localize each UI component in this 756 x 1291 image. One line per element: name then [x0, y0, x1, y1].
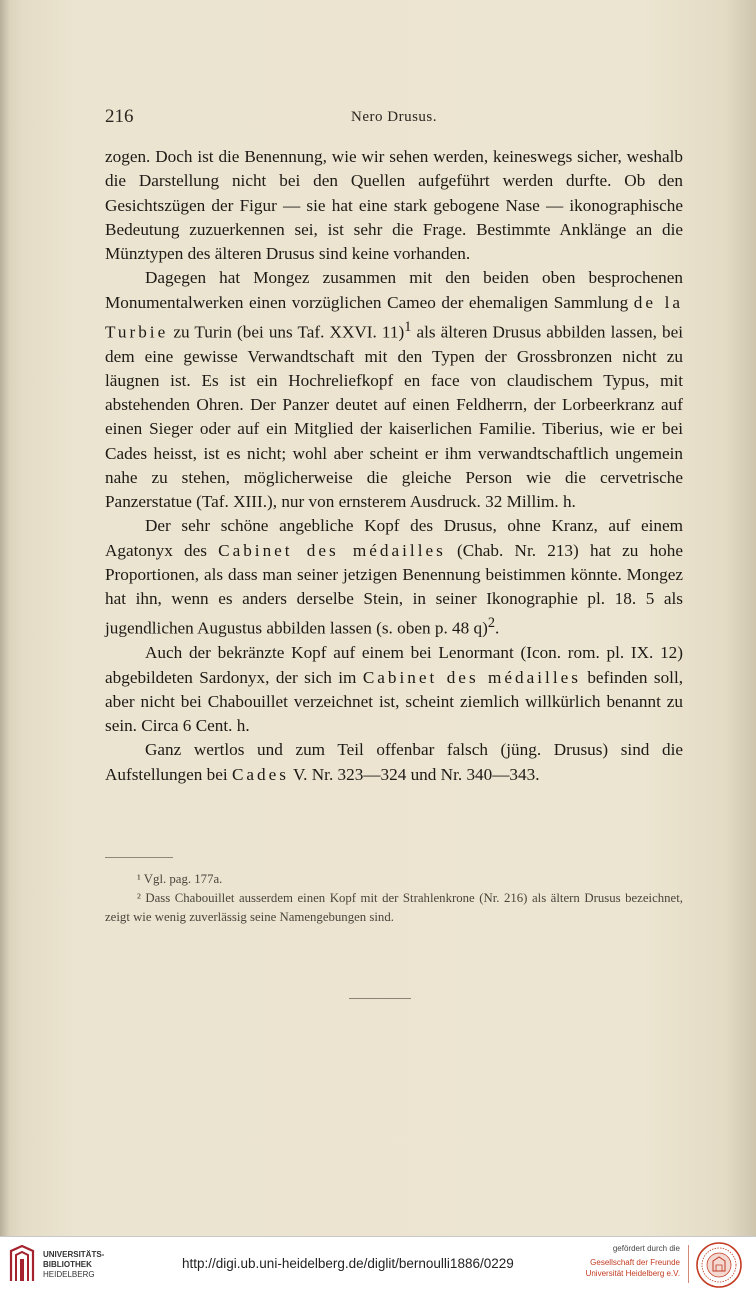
paragraph-4	[105, 641, 683, 738]
paragraph-5	[105, 738, 683, 787]
digitization-footer	[0, 1236, 756, 1291]
footnote-marker: 2	[487, 615, 496, 632]
text-run: Dagegen hat Mongez zusammen mit den beiden oben besprochenen Monumentalwerken einen vorzüglichen Cameo der ehemaligen Sammlung	[105, 268, 683, 312]
paragraph-2	[105, 266, 683, 514]
library-logo-icon	[8, 1245, 36, 1283]
footnote-2: ² Dass Chabouillet ausserdem einen Kopf mit der Strahlenkrone (Nr. 216) als ältern Drusus bezeichnet, zeigt wie wenig zuverlässig seine Namengebungen sind.	[105, 891, 683, 924]
spaced-name: Cabinet des médailles	[218, 540, 446, 560]
text-run: .	[495, 619, 500, 639]
funder-org: Gesellschaft der Freunde	[590, 1258, 680, 1267]
footnote-1: ¹ Vgl. pag. 177a.	[137, 872, 223, 886]
page-edge	[0, 0, 9, 1236]
paragraph-1: zogen. Doch ist die Benennung, wie wir sehen werden, keineswegs sicher, weshalb die Darstellung nicht bei den Quellen aufgeführt werden durfte. Ob den Gesichtszügen der Figur — sie hat eine stark gebogene Nase — ikonographische Bedeutung zuzuerkennen sei, ist sehr die Frage. Bestimmte Anklänge an die Münztypen des älteren Drusus sind keine vorhanden.	[105, 147, 683, 263]
permalink-url[interactable]: http://digi.ub.uni-heidelberg.de/diglit/bernoulli1886/0229	[182, 1256, 514, 1271]
library-name-line: HEIDELBERG	[43, 1270, 95, 1279]
end-divider	[349, 998, 411, 999]
funder-credit	[560, 1243, 680, 1279]
page-header	[105, 106, 683, 132]
funder-divider	[688, 1245, 689, 1283]
text-run: zu Turin (bei uns Taf. XXVI. 11)	[168, 322, 405, 342]
spaced-name: Cades	[231, 764, 289, 784]
funder-org: Universität Heidelberg e.V.	[585, 1269, 680, 1278]
text-run: V. Nr. 323—324 und Nr. 340—343.	[288, 764, 540, 784]
library-name-line: BIBLIOTHEK	[43, 1260, 92, 1269]
body-text	[105, 145, 683, 787]
page-number: 216	[105, 106, 134, 127]
paragraph-3	[105, 514, 683, 641]
footnote-marker: 1	[404, 318, 412, 335]
text-run: Der sehr schöne angebliche Kopf des Drusus, ohne Kranz, auf einem Agatonyx des	[105, 516, 683, 560]
text-run: Ganz wertlos und zum Teil offenbar falsch (jüng. Drusus) sind die Aufstellungen bei	[105, 740, 683, 784]
footnotes	[105, 870, 683, 927]
spaced-name: de la Turbie	[105, 292, 683, 342]
spaced-name: Cabinet des médailles	[362, 667, 581, 687]
running-title: Nero Drusus.	[351, 109, 437, 125]
text-run: befinden soll, aber nicht bei Chabouillet verzeichnet ist, scheint ziemlich willkürlich benannt zu sein. Circa 6 Cent. h.	[105, 667, 684, 736]
funder-lead: gefördert durch die	[612, 1244, 680, 1253]
library-name-line: UNIVERSITÄTS-	[43, 1250, 105, 1259]
text-run: (Chab. Nr. 213) hat zu hohe Proportionen, als dass man seiner jetzigen Benennung beistimmen könnte. Mongez hat ihn, wenn es anders derselbe Stein, in seiner Ikonographie pl. 18. 5 als jugendlichen Augustus abbilden lassen (s. oben p. 48 q)	[105, 540, 684, 639]
text-run: Auch der bekränzte Kopf auf einem bei Lenormant (Icon. rom. pl. IX. 12) abgebildeten Sardonyx, der sich im	[105, 643, 683, 687]
text-run: als älteren Drusus abbilden lassen, bei dem eine gewisse Verwandtschaft mit den Typen der Grossbronzen nicht zu läugnen ist. Es ist ein Hochreliefkopf en face von claudischem Typus, mit abstehenden Ohren. Der Panzer deutet auf einen Feldherrn, der Lorbeerkranz auf einen Sieger oder auf ein Mitglied der kaiserlichen Familie. Tiberius, wie er bei Cades heisst, ist es nicht; wohl aber scheint er ihm verwandtschaftlich ungemein nahe zu stehen, möglicherweise die gleiche Person wie die cervetrische Panzerstatue (Taf. XIII.), nur von ernsterem Ausdruck. 32 Millim. h.	[105, 322, 683, 512]
library-name	[43, 1250, 104, 1280]
footnote-divider	[105, 857, 173, 858]
university-seal-icon	[695, 1241, 743, 1289]
